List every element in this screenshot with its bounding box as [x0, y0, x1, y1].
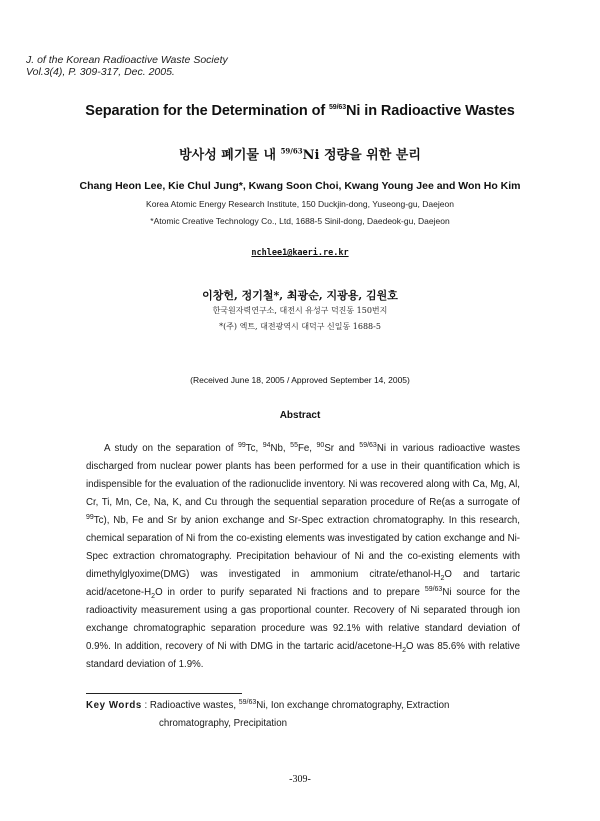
paper-title-korean: 방사성 폐기물 내 $^{59/63}$Ni 정량을 위한 분리: [179, 146, 421, 163]
keywords-section: [86, 697, 522, 733]
journal-name: J. of the Korean Radioactive Waste Society: [26, 54, 228, 66]
journal-volume: Vol.3(4), P. 309-317, Dec. 2005.: [26, 66, 175, 78]
author-list-korean: 이창헌, 정기철*, 최광순, 지광용, 김원호: [202, 289, 398, 302]
journal-citation: [26, 54, 228, 78]
received-dates: (Received June 18, 2005 / Approved September 14, 2005): [190, 375, 410, 385]
keywords-label: Key Words: [86, 700, 142, 711]
author-list: Chang Heon Lee, Kie Chul Jung*, Kwang Soon Choi, Kwang Young Jee and Won Ho Kim: [79, 180, 521, 192]
page-number: -309-: [289, 774, 311, 785]
keywords-divider: [86, 693, 242, 694]
keywords-line-2: chromatography, Precipitation: [159, 718, 287, 729]
abstract-body: [86, 440, 520, 674]
corresponding-email[interactable]: nchlee1@kaeri.re.kr: [251, 248, 349, 258]
affiliation-kaeri: Korea Atomic Energy Research Institute, 150 Duckjin-dong, Yuseong-gu, Daejeon: [146, 199, 454, 209]
affiliation-kaeri-korean: 한국원자력연구소, 대전시 유성구 덕진동 150번지: [212, 306, 388, 315]
abstract-heading: Abstract: [279, 410, 321, 421]
affiliation-act: *Atomic Creative Technology Co., Ltd, 1688-5 Sinil-dong, Daedeok-gu, Daejeon: [150, 216, 450, 226]
abstract-paragraph: A study on the separation of $^{99}$Tc, $^{94}$Nb, $^{55}$Fe, $^{90}$Sr and $^{59/63}$Ni in various radioactive wastes discharged from nuclear power plants has been performed for a use in their quantification which is indispensible for the evaluation of the radionuclide inventory. Ni was recovered along with Ca, Mg, Al, Cr, Ti, Mn, Ce, Na, K, and Cu through the sequential separation procedure of Re(as a surrogate of $^{99}$Tc), Nb, Fe and Sr by anion exchange and Sr-Spec extraction chromatography. In this research, chemical separation of Ni from the co-existing elements was investigated by cation exchange and Ni-Spec extraction chromatography. Precipitation behaviour of Ni and the co-existing elements with dimethylglyoxime(DMG) was investigated in ammonium citrate/$ethanol-H_2O$ and tartaric acid/$acetone-H_2O$ in order to purify separated Ni fractions and to prepare $^{59/63}$Ni source for the radioactivity measurement using a gas proportional counter. Recovery of Ni separated through ion exchange chromatographic separation procedure was 92.1% with relative standard deviation of 0.9%. In addition, recovery of Ni with DMG in the tartaric acid/$acetone-H_2O$ was 85.6% with relative standard deviation of 1.9%.: [86, 441, 521, 670]
affiliation-act-korean: *(주) 엑트, 대전광역시 대덕구 신일동 1688-5: [219, 322, 381, 331]
paper-title: Separation for the Determination of $^{59/63}$Ni in Radioactive Wastes: [85, 103, 515, 119]
keywords-line-1: Key Words : Radioactive wastes, $^{59/63}$Ni, Ion exchange chromatography, Extraction: [86, 698, 450, 711]
